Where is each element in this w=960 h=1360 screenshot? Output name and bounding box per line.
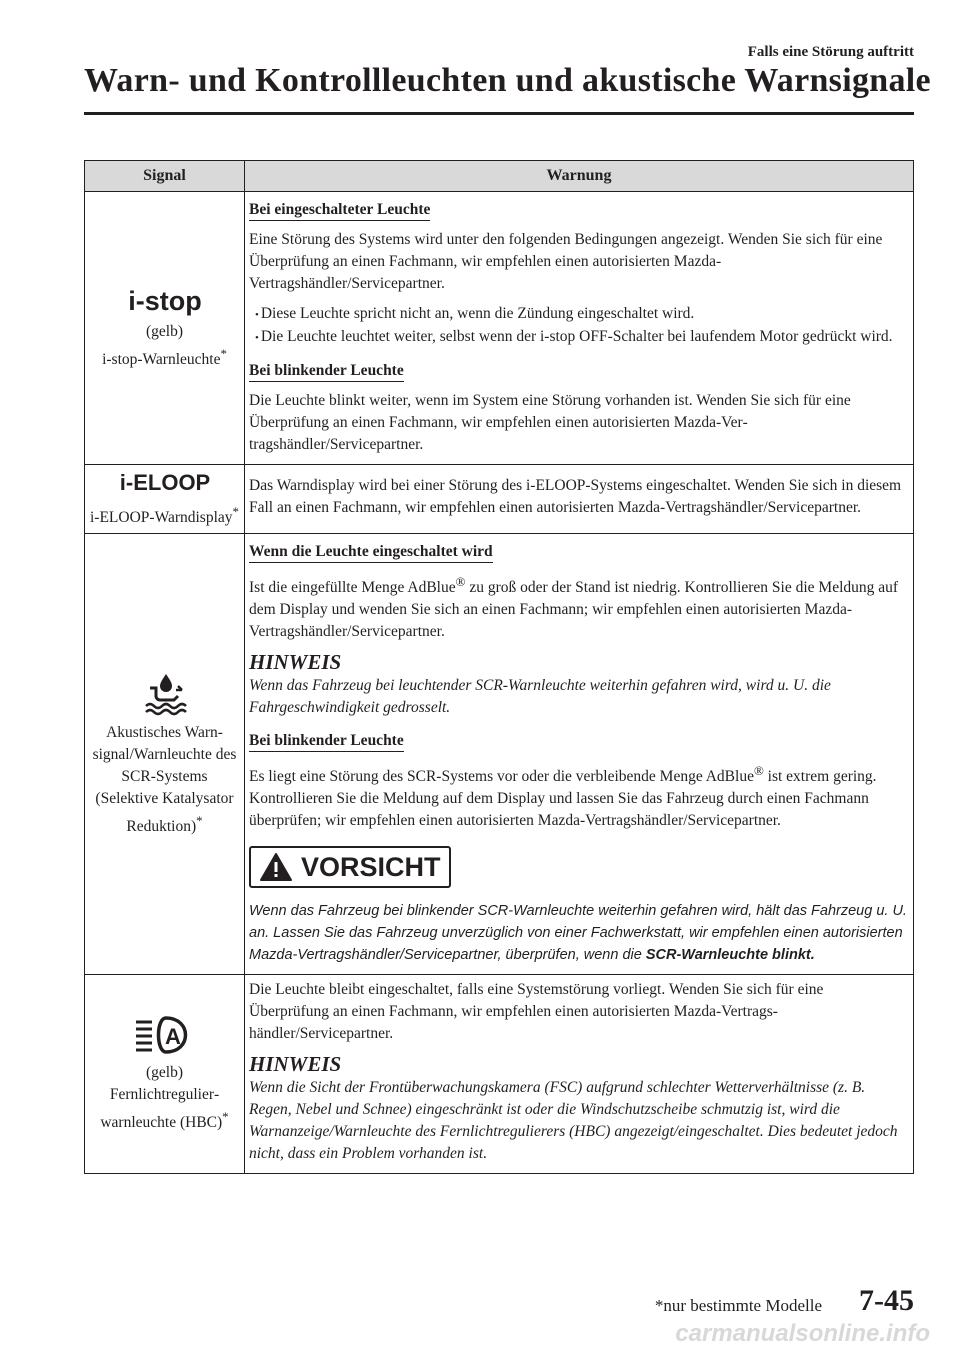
signal-color: (gelb) bbox=[145, 322, 183, 340]
paragraph: Das Warndisplay wird bei einer Störung des i-ELOOP-Systems eingeschaltet. Wenden Sie sich in diesem Fall an einen Fachmann, wir empfehlen einen autorisierten Mazda-Vertragshändler/Servicepartner. bbox=[249, 477, 902, 517]
subheading: Wenn die Leuchte eingeschaltet wird bbox=[249, 542, 493, 563]
bullet-item: • Die Leuchte leuchtet weiter, selbst wenn der i-stop OFF-Schalter bei laufendem Motor gedrückt wird. bbox=[249, 326, 907, 349]
page-number: 7-45 bbox=[859, 1284, 914, 1317]
subheading: Bei blinkender Leuchte bbox=[249, 361, 404, 382]
header-rule bbox=[84, 112, 914, 115]
column-header-signal: Signal bbox=[85, 161, 245, 192]
warning-cell bbox=[245, 465, 914, 534]
i-eloop-icon-text: i-ELOOP bbox=[119, 470, 210, 495]
signal-name bbox=[89, 722, 240, 838]
table-row bbox=[85, 465, 914, 534]
paragraph-text: Ist die eingefüllte Menge AdBlue bbox=[249, 579, 456, 597]
paragraph: Die Leuchte blinkt weiter, wenn im System eine Störung vorhanden ist. Wenden Sie sich für eine Überprüfung an einen Fachmann, wir empfehlen einen autorisierten Mazda-Vertragshändler/Servicepartner. bbox=[249, 392, 851, 453]
signal-cell bbox=[85, 192, 245, 465]
signal-name-text: i-stop-Warnleuchte bbox=[102, 351, 221, 369]
i-stop-icon bbox=[127, 285, 202, 316]
signal-cell bbox=[85, 534, 245, 975]
caution-box bbox=[249, 846, 451, 888]
subheading: Bei eingeschalteter Leuchte bbox=[249, 200, 430, 221]
asterisk: * bbox=[222, 1109, 229, 1125]
asterisk: * bbox=[232, 504, 239, 519]
bullet-item: • Diese Leuchte spricht nicht an, wenn die Zündung eingeschaltet wird. bbox=[249, 303, 907, 326]
paragraph-text: zu groß oder der Stand ist niedrig. Kontrollieren Sie die Meldung auf dem Display und wenden Sie sich an einen Fachmann; wir empfehlen einen autorisierten Mazda-Vertragshändler/Servicepartner. bbox=[249, 579, 899, 641]
table-header-row bbox=[85, 161, 914, 192]
paragraph: Eine Störung des Systems wird unter den folgenden Bedingungen angezeigt. Wenden Sie sich für eine Überprüfung an einen Fachmann, wir empfehlen einen autorisierten Mazda-Vertragshändler/Servicepartner. bbox=[249, 231, 883, 292]
asterisk: * bbox=[196, 813, 203, 829]
section-header: Falls eine Störung auftritt bbox=[747, 44, 914, 60]
note-heading: HINWEIS bbox=[249, 1052, 342, 1077]
i-stop-icon-text: i-stop bbox=[127, 285, 202, 316]
signal-name-text: Akustisches Warnsignal/Warnleuchte des SCR-Systems (Selektive Katalysator Reduktion) bbox=[92, 724, 237, 836]
table-row bbox=[85, 975, 914, 1174]
footnote: *nur bestimmte Modelle bbox=[654, 1296, 822, 1315]
column-header-warning: Warnung bbox=[245, 161, 914, 192]
caution-text-emphasis: SCR-Warnleuchte blinkt. bbox=[645, 947, 815, 964]
paragraph-text: ist extrem gering. Kontrollieren Sie die Meldung auf dem Display und lassen Sie das Fahrzeug durch einen Fachmann überprüfen; wir empfehlen einen autorisierten Mazda-Vertragshändler/Servicepartner. bbox=[249, 768, 877, 830]
asterisk: * bbox=[220, 345, 227, 361]
signal-name bbox=[89, 1084, 240, 1134]
watermark: carmanualsonline.info bbox=[675, 1320, 930, 1347]
table-row bbox=[85, 192, 914, 465]
table-row bbox=[85, 534, 914, 975]
caution-text-part: Wenn das Fahrzeug bei blinkender SCR-Warnleuchte weiterhin gefahren wird, hält das Fahrzeug u. U. an. Lassen Sie das Fahrzeug unverzüglich von einer Fachwerkstatt, wir empfehlen einen autorisierten Mazda-Vertragshändler/Servicepartner, überprüfen, wenn die bbox=[249, 903, 907, 964]
scr-warning-icon bbox=[142, 670, 188, 716]
registered-mark: ® bbox=[753, 763, 764, 779]
paragraph bbox=[249, 571, 907, 643]
caution-label: VORSICHT bbox=[301, 852, 441, 883]
signal-name-text: Fernlichtregulierwarnleuchte (HBC) bbox=[100, 1086, 223, 1132]
high-beam-control-icon bbox=[132, 1014, 198, 1056]
note-text: Wenn die Sicht der Frontüberwachungskamera (FSC) aufgrund schlechter Wetterverhältnisse (z. B. Regen, Nebel und Schnee) eingeschränkt ist oder die Windschutzscheibe schmutzig ist, wird die Warnanzeige/Warnleuchte des Fernlichtregulierers (HBC) angezeigt/eingeschaltet. Dies bedeutet jedoch nicht, dass ein Problem vorhanden ist. bbox=[249, 1079, 898, 1163]
note-text: Wenn das Fahrzeug bei leuchtender SCR-Warnleuchte weiterhin gefahren wird, wird u. U. die Fahrgeschwindigkeit gedrosselt. bbox=[249, 677, 831, 717]
page-title: Warn- und Kontrollleuchten und akustische Warnsignale bbox=[84, 62, 931, 99]
registered-mark: ® bbox=[455, 574, 466, 590]
signal-name bbox=[89, 501, 240, 529]
signal-cell bbox=[85, 465, 245, 534]
note-heading: HINWEIS bbox=[249, 650, 342, 675]
high-beam-control-icon-text: A bbox=[164, 1024, 181, 1050]
subheading: Bei blinkender Leuchte bbox=[249, 731, 404, 752]
i-eloop-icon bbox=[119, 469, 210, 495]
paragraph-text: Es liegt eine Störung des SCR-Systems vor oder die verbleibende Menge AdBlue bbox=[249, 768, 754, 786]
warning-triangle-icon bbox=[259, 852, 293, 882]
signal-name bbox=[89, 343, 240, 371]
signal-color: (gelb) bbox=[145, 1064, 183, 1082]
caution-text bbox=[249, 900, 907, 966]
warning-table bbox=[84, 160, 914, 1174]
warning-cell bbox=[245, 975, 914, 1174]
warning-cell bbox=[245, 534, 914, 975]
paragraph bbox=[249, 760, 907, 832]
signal-cell bbox=[85, 975, 245, 1174]
paragraph: Die Leuchte bleibt eingeschaltet, falls eine Systemstörung vorliegt. Wenden Sie sich für eine Überprüfung an einen Fachmann, wir empfehlen einen autorisierten Mazda-Vertragshändler/Servicepartner. bbox=[249, 981, 824, 1043]
warning-cell bbox=[245, 192, 914, 465]
signal-name-text: i-ELOOP-Warndisplay bbox=[90, 509, 233, 527]
